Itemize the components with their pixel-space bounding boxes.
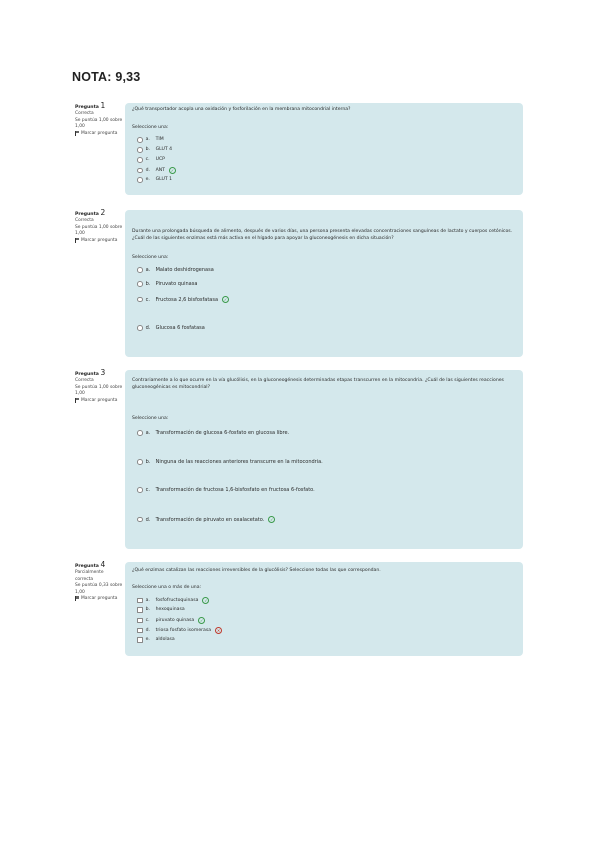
option-letter: c. bbox=[145, 157, 150, 163]
checkbox[interactable] bbox=[137, 607, 143, 613]
option-text: TIM bbox=[155, 137, 164, 143]
answer-option[interactable] bbox=[137, 157, 165, 163]
question-status: Parcialmente correcta bbox=[75, 570, 104, 582]
answer-option[interactable] bbox=[137, 147, 172, 153]
option-text: Fructosa 2,6 bisfosfatasa bbox=[155, 296, 219, 303]
answer-prompt: Seleccione una o más de una: bbox=[132, 585, 202, 590]
flag-question-button[interactable] bbox=[75, 131, 123, 137]
flag-label: Marcar pregunta bbox=[81, 596, 118, 602]
option-text: Ninguna de las reacciones anteriores transcurre en la mitocondria. bbox=[155, 459, 323, 465]
answer-option[interactable] bbox=[137, 607, 185, 613]
radio-button[interactable] bbox=[137, 297, 143, 303]
flag-label: Marcar pregunta bbox=[81, 130, 118, 136]
option-letter: e. bbox=[145, 177, 150, 183]
question-score: Se puntúa 1,00 sobre 1,00 bbox=[75, 117, 123, 130]
option-text: Malato deshidrogenasa bbox=[155, 267, 214, 273]
option-letter: e. bbox=[145, 637, 150, 643]
option-text: Transformación de fructosa 1,6-bisfosfato en fructosa 6-fosfato. bbox=[155, 487, 315, 493]
answer-option[interactable] bbox=[137, 516, 275, 523]
checkbox[interactable] bbox=[137, 618, 143, 624]
question-1 bbox=[75, 103, 523, 195]
flag-question-button[interactable] bbox=[75, 238, 123, 244]
answer-option[interactable] bbox=[137, 617, 205, 624]
answer-prompt: Seleccione una: bbox=[132, 416, 169, 421]
question-text: ¿Qué transportador acopla una oxidación y fosforilación en la membrana mitocondrial interna? bbox=[132, 107, 351, 112]
question-number: 1 bbox=[100, 101, 106, 110]
flag-label: Marcar pregunta bbox=[81, 397, 118, 403]
question-label: Pregunta bbox=[75, 212, 99, 217]
radio-button[interactable] bbox=[137, 147, 143, 153]
option-letter: c. bbox=[145, 296, 150, 303]
radio-button[interactable] bbox=[137, 487, 143, 493]
option-letter: b. bbox=[145, 147, 150, 153]
flag-label: Marcar pregunta bbox=[81, 237, 118, 243]
radio-button[interactable] bbox=[137, 137, 143, 143]
question-number: 3 bbox=[100, 368, 106, 377]
option-text: GLUT 4 bbox=[155, 147, 173, 153]
answer-option[interactable] bbox=[137, 627, 222, 634]
question-score: Se puntúa 0,33 sobre 1,00 bbox=[75, 583, 123, 595]
answer-option[interactable] bbox=[137, 267, 214, 273]
question-number: 4 bbox=[100, 560, 106, 569]
question-2 bbox=[75, 210, 523, 357]
option-text: aldolasa bbox=[155, 637, 175, 643]
option-text: triosa fosfato isomerasa bbox=[155, 628, 212, 633]
checkbox[interactable] bbox=[137, 598, 143, 604]
option-letter: b. bbox=[145, 281, 151, 287]
answer-option[interactable] bbox=[137, 637, 175, 643]
radio-button[interactable] bbox=[137, 281, 143, 287]
check-circle-icon: ✓ bbox=[270, 517, 274, 522]
question-label: Pregunta bbox=[75, 105, 99, 110]
question-info bbox=[75, 370, 123, 404]
question-text: Contrariamente a lo que ocurre en la vía glucólisis, en la gluconeogénesis determinadas etapas transcurren en la mitocondria. ¿Cuál de las siguientes reacciones gluconeogénicas es mitocondrial? bbox=[132, 378, 504, 391]
radio-button[interactable] bbox=[137, 177, 143, 183]
question-4 bbox=[75, 562, 523, 656]
radio-button[interactable] bbox=[137, 430, 143, 436]
option-text: fosfofructoquinasa bbox=[155, 598, 199, 603]
answer-option[interactable] bbox=[137, 597, 209, 604]
question-info bbox=[75, 562, 123, 602]
answer-option[interactable] bbox=[137, 167, 176, 174]
option-text: UCP bbox=[155, 157, 165, 163]
option-letter: c. bbox=[145, 618, 150, 623]
question-label: Pregunta bbox=[75, 372, 99, 377]
check-circle-icon: ✓ bbox=[200, 618, 204, 623]
option-letter: d. bbox=[145, 628, 150, 633]
option-letter: a. bbox=[145, 598, 150, 603]
question-status: Correcta bbox=[75, 218, 94, 224]
answer-option[interactable] bbox=[137, 325, 205, 331]
option-letter: d. bbox=[145, 168, 150, 173]
answer-option[interactable] bbox=[137, 459, 323, 465]
radio-button[interactable] bbox=[137, 267, 143, 273]
check-circle-icon: ✓ bbox=[223, 297, 228, 302]
flag-icon bbox=[75, 398, 80, 403]
question-text: ¿Qué enzimas catalizan las reacciones irreversibles de la glucólisis? Seleccione todas las que correspondan. bbox=[132, 568, 381, 573]
answer-option[interactable] bbox=[137, 296, 229, 303]
flag-question-button[interactable] bbox=[75, 398, 123, 404]
radio-button[interactable] bbox=[137, 168, 143, 174]
question-card bbox=[125, 103, 523, 195]
option-text: Transformación de glucosa 6-fosfato en glucosa libre. bbox=[155, 430, 290, 436]
question-info bbox=[75, 210, 123, 244]
option-text: ANT bbox=[155, 168, 165, 173]
flag-question-button[interactable] bbox=[75, 596, 123, 602]
option-text: GLUT 1 bbox=[155, 177, 173, 183]
check-circle-icon: ✓ bbox=[204, 598, 208, 603]
option-text: hexoquinasa bbox=[155, 607, 185, 613]
check-circle-icon: ✓ bbox=[170, 168, 175, 173]
question-info bbox=[75, 103, 123, 137]
checkbox[interactable] bbox=[137, 628, 143, 634]
question-score: Se puntúa 1,00 sobre 1,00 bbox=[75, 224, 123, 237]
option-letter: d. bbox=[145, 516, 151, 523]
checkbox[interactable] bbox=[137, 637, 143, 643]
flag-icon bbox=[75, 596, 80, 601]
question-text: Durante una prolongada búsqueda de alimento, después de varios días, una persona presenta elevadas concentraciones sanguíneas de lactato y cuerpos cetónicos. ¿Cuál de las siguientes enzimas está más activa en el hígado para apoyar la gluconeogénesis en dicha situación? bbox=[132, 229, 513, 242]
answer-option[interactable] bbox=[137, 487, 315, 493]
radio-button[interactable] bbox=[137, 459, 143, 465]
answer-option[interactable] bbox=[137, 281, 197, 287]
question-score: Se puntúa 1,00 sobre 1,00 bbox=[75, 384, 123, 397]
flag-icon bbox=[75, 238, 80, 243]
option-letter: a. bbox=[145, 430, 151, 436]
flag-icon bbox=[75, 131, 80, 136]
question-card bbox=[125, 370, 523, 549]
question-label: Pregunta bbox=[75, 564, 99, 569]
option-letter: b. bbox=[145, 459, 151, 465]
question-status: Correcta bbox=[75, 378, 94, 384]
question-card bbox=[125, 210, 523, 357]
option-letter: a. bbox=[145, 137, 150, 143]
option-text: Piruvato quinasa bbox=[155, 281, 198, 287]
answer-option[interactable] bbox=[137, 430, 289, 436]
option-letter: d. bbox=[145, 325, 151, 331]
option-text: Transformación de piruvato en oxalacetato. bbox=[155, 516, 265, 523]
option-letter: c. bbox=[145, 487, 150, 493]
option-text: Glucosa 6 fosfatasa bbox=[155, 325, 205, 331]
answer-prompt: Seleccione una: bbox=[132, 125, 169, 130]
radio-button[interactable] bbox=[137, 517, 143, 523]
option-letter: b. bbox=[145, 607, 150, 613]
option-letter: a. bbox=[145, 267, 151, 273]
question-status: Correcta bbox=[75, 111, 94, 117]
option-text: piruvato quinasa bbox=[155, 618, 195, 623]
answer-prompt: Seleccione una: bbox=[132, 255, 169, 260]
x-circle-icon: ✕ bbox=[216, 628, 221, 633]
question-3 bbox=[75, 370, 523, 549]
radio-button[interactable] bbox=[137, 157, 143, 163]
question-number: 2 bbox=[100, 208, 106, 217]
question-card bbox=[125, 562, 523, 656]
answer-option[interactable] bbox=[137, 137, 164, 143]
radio-button[interactable] bbox=[137, 325, 143, 331]
grade-title: NOTA: 9,33 bbox=[72, 70, 141, 84]
answer-option[interactable] bbox=[137, 177, 172, 183]
